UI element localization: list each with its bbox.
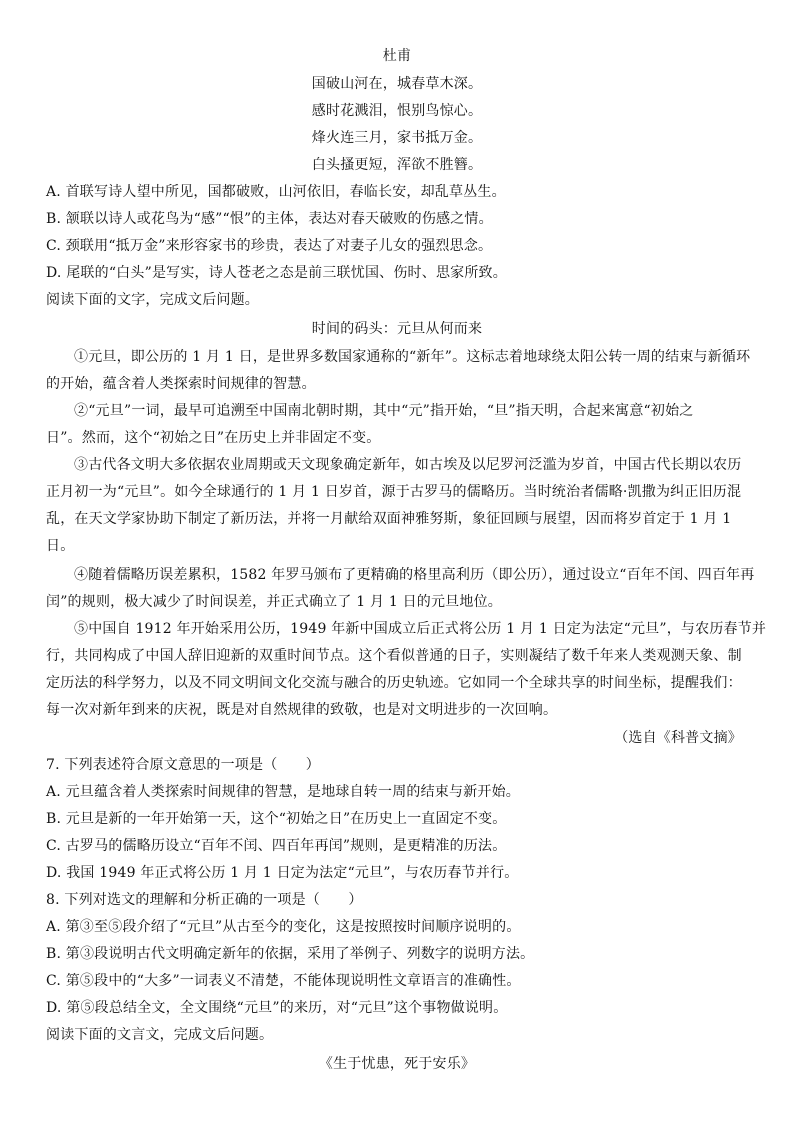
classical-instruction: 阅读下面的文言文，完成文后问题。 (46, 1027, 274, 1043)
classical-text-title: 《生于忧患，死于安乐》 (318, 1056, 476, 1072)
question-7-option-a: A. 元旦蕴含着人类探索时间规律的智慧，是地球自转一周的结束与新开始。 (46, 784, 521, 800)
paragraph-line: 行，共同构成了中国人辞旧迎新的双重时间节点。这个看似普通的日子，实则凝结了数千年来人类观测天象、制 (46, 648, 742, 664)
question-8-option-d: D. 第⑤段总结全文，全文围绕“元旦”的来历，对“元旦”这个事物做说明。 (46, 1000, 508, 1016)
poem-option-b: B. 颔联以诗人或花鸟为“感”“恨”的主体，表达对春天破败的伤感之情。 (46, 211, 493, 227)
paragraph-line: ⑤中国自 1912 年开始采用公历，1949 年新中国成立后正式将公历 1 月 1 日定为法定“元旦”，与农历春节并 (74, 621, 767, 637)
paragraph-line: 的开始，蕴含着人类探索时间规律的智慧。 (46, 376, 316, 392)
paragraph-line: ③古代各文明大多依据农业周期或天文现象确定新年，如古埃及以尼罗河泛滥为岁首，中国古代长期以农历 (74, 457, 742, 473)
paragraph-line: ④随着儒略历误差累积，1582 年罗马颁布了更精确的格里高利历（即公历），通过设立“百年不闰、四百年再 (74, 567, 755, 583)
paragraph-line: 正月初一为“元旦”。如今全球通行的 1 月 1 日岁首，源于古罗马的儒略历。当时统治者儒略·凯撒为纠正旧历混 (46, 484, 742, 500)
poem-line: 感时花溅泪，恨别鸟惊心。 (311, 103, 483, 119)
question-7-option-d: D. 我国 1949 年正式将公历 1 月 1 日定为法定“元旦”，与农历春节并行。 (46, 865, 519, 881)
paragraph-line: 每一次对新年到来的庆祝，既是对自然规律的致敬，也是对文明进步的一次回响。 (46, 702, 558, 718)
poem-line: 白头搔更短，浑欲不胜簪。 (311, 157, 483, 173)
paragraph-line: 日。 (46, 538, 75, 554)
article-title: 时间的码头：元旦从何而来 (311, 321, 483, 337)
poem-option-d: D. 尾联的“白头”是写实，诗人苍老之态是前三联忧国、伤时、思家所致。 (46, 265, 507, 281)
article-source: （选自《科普文摘》 (614, 730, 742, 746)
paragraph-line: 定历法的科学努力，以及不同文明间文化交流与融合的历史轨迹。它如同一个全球共享的时间坐标，提醒我们： (46, 675, 742, 691)
poem-author: 杜甫 (382, 48, 412, 64)
reading-instruction: 阅读下面的文字，完成文后问题。 (46, 292, 259, 308)
poem-line: 烽火连三月，家书抵万金。 (311, 130, 483, 146)
paragraph-line: 乱，在天文学家协助下制定了新历法，并将一月献给双面神雅努斯，象征回顾与展望，因而将岁首定于 1 月 1 (46, 511, 732, 527)
question-8-option-c: C. 第⑤段中的“大多”一词表义不清楚，不能体现说明性文章语言的准确性。 (46, 973, 521, 989)
paragraph-line: ②“元旦”一词，最早可追溯至中国南北朝时期，其中“元”指开始，“旦”指天明，合起来寓意“初始之 (74, 403, 694, 419)
paragraph-line: ①元旦，即公历的 1 月 1 日，是世界多数国家通称的“新年”。这标志着地球绕太阳公转一周的结束与新循环 (74, 349, 751, 365)
paragraph-line: 日”。然而，这个“初始之日”在历史上并非固定不变。 (46, 430, 381, 446)
poem-option-a: A. 首联写诗人望中所见，国都破败，山河依旧，春临长安，却乱草丛生。 (46, 184, 506, 200)
question-7-option-c: C. 古罗马的儒略历设立“百年不闰、四百年再闰”规则，是更精准的历法。 (46, 838, 507, 854)
question-8-option-b: B. 第③段说明古代文明确定新年的依据，采用了举例子、列数字的说明方法。 (46, 946, 535, 962)
question-7-stem: 7. 下列表述符合原文意思的一项是（ ） (46, 757, 321, 773)
paragraph-line: 闰”的规则，极大减少了时间误差，并正式确立了 1 月 1 日的元旦地位。 (46, 594, 502, 610)
poem-line: 国破山河在，城春草木深。 (311, 76, 483, 92)
poem-option-c: C. 颈联用“抵万金”来形容家书的珍贵，表达了对妻子儿女的强烈思念。 (46, 238, 493, 254)
question-7-option-b: B. 元旦是新的一年开始第一天，这个“初始之日”在历史上一直固定不变。 (46, 811, 507, 827)
question-8-option-a: A. 第③至⑤段介绍了“元旦”从古至今的变化，这是按照按时间顺序说明的。 (46, 919, 521, 935)
question-8-stem: 8. 下列对选文的理解和分析正确的一项是（ ） (46, 892, 363, 908)
